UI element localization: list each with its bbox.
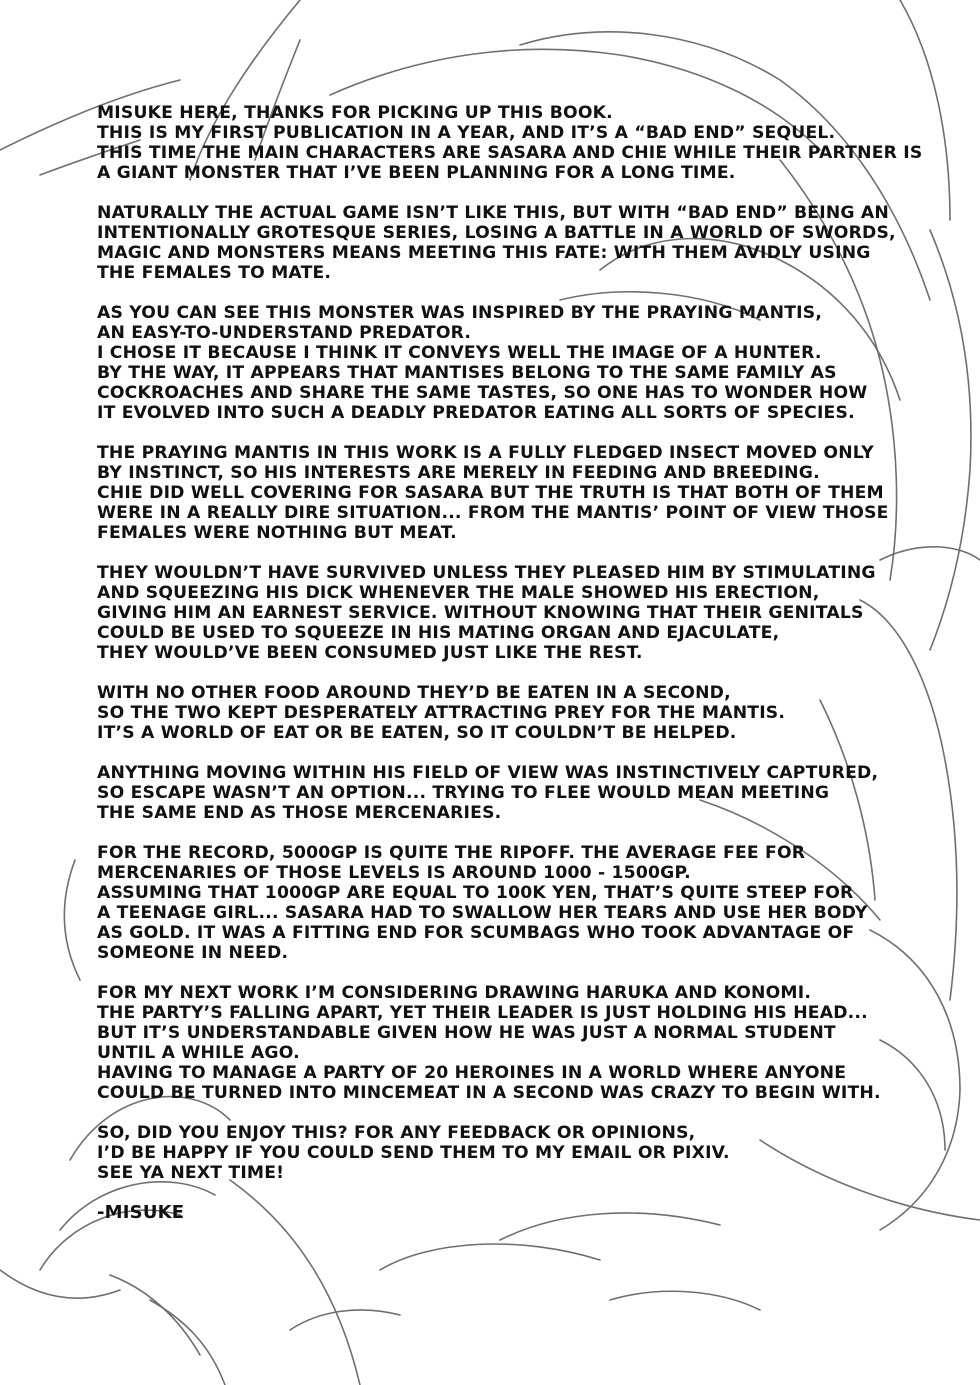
text-line: MERCENARIES OF THOSE LEVELS IS AROUND 1000 - 1500GP. bbox=[97, 863, 691, 883]
text-line: COCKROACHES AND SHARE THE SAME TASTES, SO ONE HAS TO WONDER HOW bbox=[97, 383, 868, 403]
text-line: SOMEONE IN NEED. bbox=[97, 943, 289, 963]
text-line: ASSUMING THAT 1000GP ARE EQUAL TO 100K YEN, THAT’S QUITE STEEP FOR bbox=[97, 883, 854, 903]
text-line: I CHOSE IT BECAUSE I THINK IT CONVEYS WELL THE IMAGE OF A HUNTER. bbox=[97, 343, 822, 363]
text-line: SO THE TWO KEPT DESPERATELY ATTRACTING PREY FOR THE MANTIS. bbox=[97, 703, 786, 723]
text-line: FEMALES WERE NOTHING BUT MEAT. bbox=[97, 523, 457, 543]
afterword-paragraph bbox=[97, 843, 887, 963]
text-line: ANYTHING MOVING WITHIN HIS FIELD OF VIEW WAS INSTINCTIVELY CAPTURED, bbox=[97, 763, 879, 783]
afterword-paragraph bbox=[97, 443, 887, 543]
text-line: SO, DID YOU ENJOY THIS? FOR ANY FEEDBACK OR OPINIONS, bbox=[97, 1123, 696, 1143]
text-line: THIS TIME THE MAIN CHARACTERS ARE SASARA AND CHIE WHILE THEIR PARTNER IS bbox=[97, 143, 923, 163]
text-line: I’D BE HAPPY IF YOU COULD SEND THEM TO MY EMAIL OR PIXIV. bbox=[97, 1143, 730, 1163]
text-line: IT’S A WORLD OF EAT OR BE EATEN, SO IT COULDN’T BE HELPED. bbox=[97, 723, 737, 743]
text-line: BY INSTINCT, SO HIS INTERESTS ARE MERELY IN FEEDING AND BREEDING. bbox=[97, 463, 820, 483]
text-line: AS YOU CAN SEE THIS MONSTER WAS INSPIRED BY THE PRAYING MANTIS, bbox=[97, 303, 823, 323]
text-line: IT EVOLVED INTO SUCH A DEADLY PREDATOR EATING ALL SORTS OF SPECIES. bbox=[97, 403, 855, 423]
text-line: MISUKE HERE, THANKS FOR PICKING UP THIS BOOK. bbox=[97, 103, 613, 123]
text-line: BY THE WAY, IT APPEARS THAT MANTISES BELONG TO THE SAME FAMILY AS bbox=[97, 363, 837, 383]
text-line: AS GOLD. IT WAS A FITTING END FOR SCUMBAGS WHO TOOK ADVANTAGE OF bbox=[97, 923, 855, 943]
text-line: SO ESCAPE WASN’T AN OPTION... TRYING TO FLEE WOULD MEAN MEETING bbox=[97, 783, 830, 803]
afterword-paragraph bbox=[97, 983, 887, 1103]
text-line: AND SQUEEZING HIS DICK WHENEVER THE MALE SHOWED HIS ERECTION, bbox=[97, 583, 820, 603]
afterword-text bbox=[97, 103, 923, 1223]
text-line: MAGIC AND MONSTERS MEANS MEETING THIS FATE: WITH THEM AVIDLY USING bbox=[97, 243, 871, 263]
text-line: WITH NO OTHER FOOD AROUND THEY’D BE EATEN IN A SECOND, bbox=[97, 683, 731, 703]
text-line: SEE YA NEXT TIME! bbox=[97, 1163, 285, 1183]
text-line: FOR THE RECORD, 5000GP IS QUITE THE RIPOFF. THE AVERAGE FEE FOR bbox=[97, 843, 806, 863]
text-line: THE FEMALES TO MATE. bbox=[97, 263, 332, 283]
text-line: THEY WOULD’VE BEEN CONSUMED JUST LIKE THE REST. bbox=[97, 643, 643, 663]
text-line: NATURALLY THE ACTUAL GAME ISN’T LIKE THIS, BUT WITH “BAD END” BEING AN bbox=[97, 203, 890, 223]
text-line: THIS IS MY FIRST PUBLICATION IN A YEAR, AND IT’S A “BAD END” SEQUEL. bbox=[97, 123, 836, 143]
afterword-paragraph bbox=[97, 303, 887, 423]
afterword-paragraph bbox=[97, 103, 923, 183]
text-line: GIVING HIM AN EARNEST SERVICE. WITHOUT KNOWING THAT THEIR GENITALS bbox=[97, 603, 864, 623]
text-line: THE PARTY’S FALLING APART, YET THEIR LEADER IS JUST HOLDING HIS HEAD... bbox=[97, 1003, 868, 1023]
afterword-paragraph bbox=[97, 203, 896, 283]
text-line: UNTIL A WHILE AGO. bbox=[97, 1043, 300, 1063]
text-line: FOR MY NEXT WORK I’M CONSIDERING DRAWING HARUKA AND KONOMI. bbox=[97, 983, 812, 1003]
text-line: COULD BE TURNED INTO MINCEMEAT IN A SECOND WAS CRAZY TO BEGIN WITH. bbox=[97, 1083, 881, 1103]
text-line: THE PRAYING MANTIS IN THIS WORK IS A FULLY FLEDGED INSECT MOVED ONLY bbox=[97, 443, 874, 463]
afterword-paragraph bbox=[97, 563, 887, 663]
text-line: THEY WOULDN’T HAVE SURVIVED UNLESS THEY PLEASED HIM BY STIMULATING bbox=[97, 563, 876, 583]
afterword-paragraph bbox=[97, 763, 887, 823]
signature: -MISUKE bbox=[97, 1202, 185, 1223]
text-line: INTENTIONALLY GROTESQUE SERIES, LOSING A BATTLE IN A WORLD OF SWORDS, bbox=[97, 223, 896, 243]
text-line: HAVING TO MANAGE A PARTY OF 20 HEROINES IN A WORLD WHERE ANYONE bbox=[97, 1063, 847, 1083]
text-line: COULD BE USED TO SQUEEZE IN HIS MATING ORGAN AND EJACULATE, bbox=[97, 623, 780, 643]
text-line: BUT IT’S UNDERSTANDABLE GIVEN HOW HE WAS JUST A NORMAL STUDENT bbox=[97, 1023, 836, 1043]
afterword-paragraph bbox=[97, 683, 887, 743]
text-line: WERE IN A REALLY DIRE SITUATION... FROM THE MANTIS’ POINT OF VIEW THOSE bbox=[97, 503, 889, 523]
text-line: THE SAME END AS THOSE MERCENARIES. bbox=[97, 803, 502, 823]
afterword-paragraph bbox=[97, 1123, 887, 1183]
text-line: AN EASY-TO-UNDERSTAND PREDATOR. bbox=[97, 323, 472, 343]
text-line: A GIANT MONSTER THAT I’VE BEEN PLANNING FOR A LONG TIME. bbox=[97, 163, 736, 183]
text-line: A TEENAGE GIRL... SASARA HAD TO SWALLOW HER TEARS AND USE HER BODY bbox=[97, 903, 868, 923]
text-line: CHIE DID WELL COVERING FOR SASARA BUT THE TRUTH IS THAT BOTH OF THEM bbox=[97, 483, 884, 503]
